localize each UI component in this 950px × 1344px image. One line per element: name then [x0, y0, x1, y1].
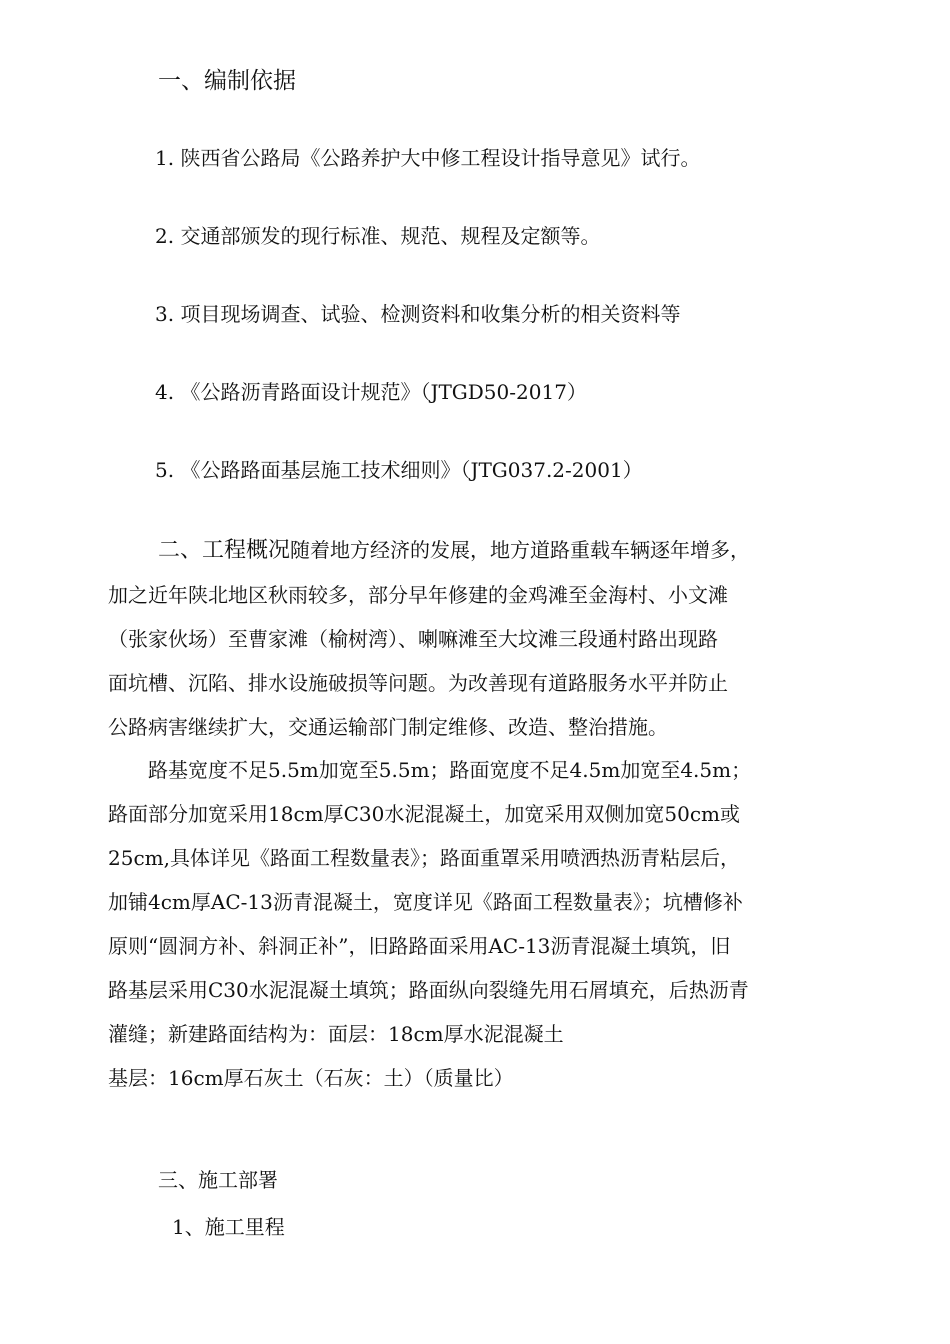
section-3-title: 三、施工部署 [158, 1168, 278, 1192]
project-overview-paragraph [108, 528, 868, 749]
road-spec-paragraph [108, 748, 868, 1100]
spec-line-6: 路基层采用C30水泥混凝土填筑；路面纵向裂缝先用石屑填充，后热沥青 [108, 978, 749, 1002]
spec-line-1: 路基宽度不足5.5m加宽至5.5m；路面宽度不足4.5m加宽至4.5m； [108, 758, 752, 782]
basis-item-3: 3. 项目现场调查、试验、检测资料和收集分析的相关资料等 [155, 302, 681, 326]
overview-line-3: （张家伙场）至曹家滩（榆树湾）、喇嘛滩至大坟滩三段通村路出现路 [108, 627, 718, 651]
overview-line-1 [108, 528, 868, 573]
overview-line-2: 加之近年陕北地区秋雨较多，部分早年修建的金鸡滩至金海村、小文滩 [108, 583, 728, 607]
spec-line-3: 25cm,具体详见《路面工程数量表》；路面重罩采用喷洒热沥青粘层后， [108, 846, 740, 870]
basis-item-5: 5. 《公路路面基层施工技术细则》（JTG037.2-2001） [155, 458, 643, 482]
spec-line-5: 原则“圆洞方补、斜洞正补”，旧路路面采用AC-13沥青混凝土填筑，旧 [108, 934, 731, 958]
basis-item-4: 4. 《公路沥青路面设计规范》（JTGD50-2017） [155, 380, 587, 404]
basis-item-1: 1. 陕西省公路局《公路养护大中修工程设计指导意见》试行。 [155, 146, 701, 170]
basis-item-2: 2. 交通部颁发的现行标准、规范、规程及定额等。 [155, 224, 601, 248]
spec-line-8: 基层：16cm厚石灰土（石灰：土）（质量比） [108, 1066, 514, 1090]
spec-line-4: 加铺4cm厚AC-13沥青混凝土，宽度详见《路面工程数量表》；坑槽修补 [108, 890, 743, 914]
spec-line-2: 路面部分加宽采用18cm厚C30水泥混凝土，加宽采用双侧加宽50cm或 [108, 802, 740, 826]
overview-line-5: 公路病害继续扩大，交通运输部门制定维修、改造、整治措施。 [108, 715, 668, 739]
overview-text-1: 随着地方经济的发展，地方道路重载车辆逐年增多， [290, 538, 751, 562]
section-3-subtitle: 1、施工里程 [172, 1215, 285, 1239]
overview-line-4: 面坑槽、沉陷、排水设施破损等问题。为改善现有道路服务水平并防止 [108, 671, 728, 695]
spec-line-7: 灌缝；新建路面结构为：面层：18cm厚水泥混凝土 [108, 1022, 564, 1046]
section-1-title: 一、编制依据 [158, 68, 296, 94]
section-2-heading: 二、工程概况 [158, 538, 291, 563]
